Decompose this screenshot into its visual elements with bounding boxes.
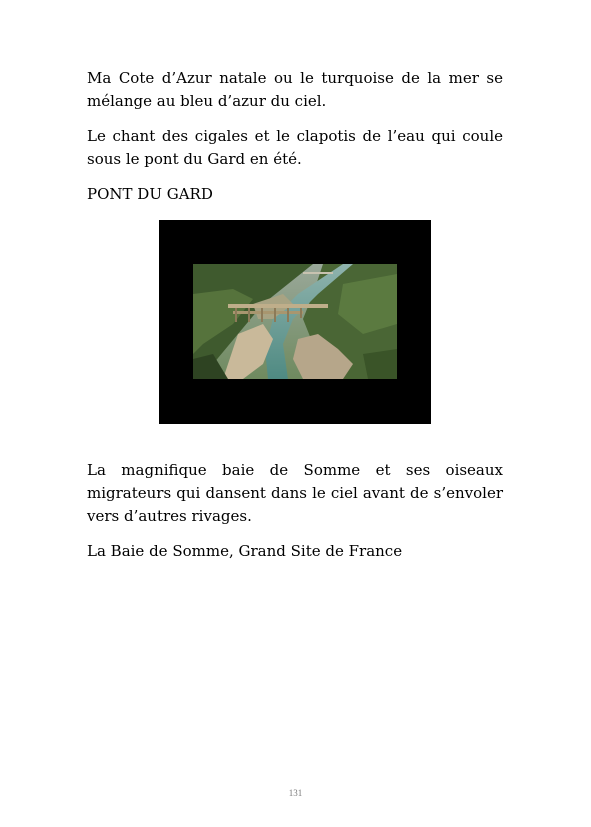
paragraph-pont-du-gard: Le chant des cigales et le clapotis de l’eau qui coule sous le pont du Gard en été. <box>87 127 503 168</box>
photo-frame <box>159 220 431 424</box>
pont-du-gard-photo <box>193 264 397 379</box>
paragraph-cote-dazur: Ma Cote d’Azur natale ou le turquoise de la mer se mélange au bleu d’azur du ciel. <box>87 69 503 110</box>
caption-baie-de-somme: La Baie de Somme, Grand Site de France <box>87 542 403 560</box>
caption-pont-du-gard: PONT DU GARD <box>87 185 213 203</box>
paragraph-baie-de-somme: La magnifique baie de Somme et ses oiseaux migrateurs qui dansent dans le ciel avant de s’envoler vers d’autres rivages. <box>87 461 503 525</box>
aerial-river-image <box>193 264 397 379</box>
page-number: 131 <box>288 788 303 798</box>
